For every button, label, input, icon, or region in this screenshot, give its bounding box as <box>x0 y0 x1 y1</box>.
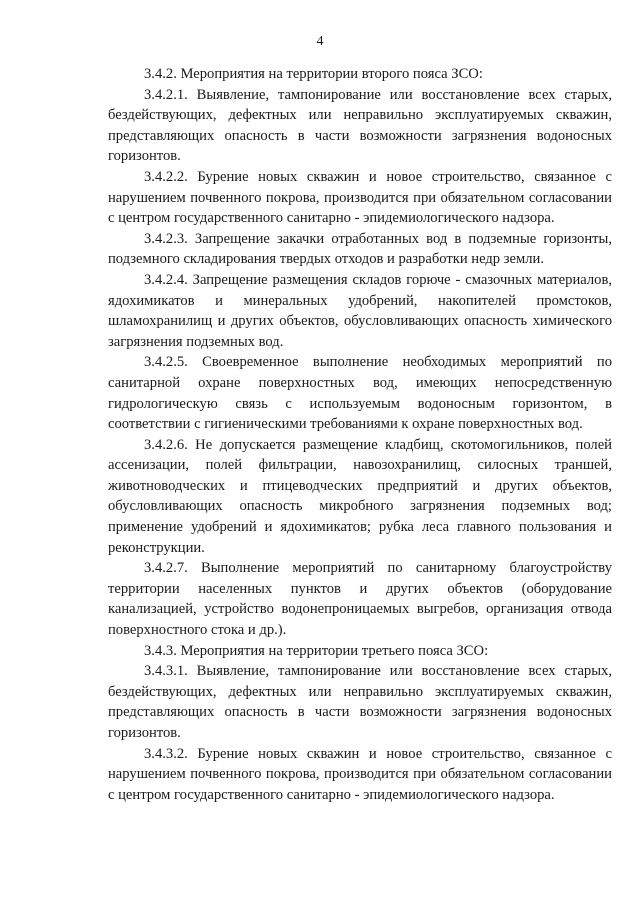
paragraph-3-4-2-4: 3.4.2.4. Запрещение размещения складов горюче - смазочных материалов, ядохимикатов и минеральных удобрений, накопителей промстоков, шламохранилищ и других объектов, обусловливающих опасность химического загрязнения подземных вод. <box>108 271 612 350</box>
paragraph-3-4-2-7: 3.4.2.7. Выполнение мероприятий по санитарному благоустройству территории населенных пунктов и других объектов (оборудование канализацией, устройство водонепроницаемых выгребов, организация отвода поверхностного стока и др.). <box>108 560 612 639</box>
paragraph-3-4-3: 3.4.3. Мероприятия на территории третьего пояса ЗСО: <box>144 642 489 659</box>
paragraph-3-4-2-3: 3.4.2.3. Запрещение закачки отработанных вод в подземные горизонты, подземного складирования твердых отходов и разработки недр земли. <box>108 230 612 268</box>
paragraph-3-4-3-2: 3.4.3.2. Бурение новых скважин и новое строительство, связанное с нарушением почвенного покрова, производится при обязательном согласовании с центром государственного санитарно - эпидемиологического надзора. <box>108 745 612 803</box>
paragraph-3-4-2-1: 3.4.2.1. Выявление, тампонирование или восстановление всех старых, бездействующих, дефектных или неправильно эксплуатируемых скважин, представляющих опасность в части возможности загрязнения водоносных горизонтов. <box>108 86 612 165</box>
paragraph-3-4-2-6: 3.4.2.6. Не допускается размещение кладбищ, скотомогильников, полей ассенизации, полей фильтрации, навозохранилищ, силосных траншей, животноводческих и птицеводческих предприятий и других объектов, обусловливающих опасность микробного загрязнения подземных вод; применение удобрений и ядохимикатов; рубка леса главного пользования и реконструкции. <box>108 436 612 556</box>
paragraph-3-4-2-5: 3.4.2.5. Своевременное выполнение необходимых мероприятий по санитарной охране поверхностных вод, имеющих непосредственную гидрологическую связь с используемым водоносным горизонтом, в соответствии с гигиеническими требованиями к охране поверхностных вод. <box>108 354 612 433</box>
paragraph-3-4-2: 3.4.2. Мероприятия на территории второго пояса ЗСО: <box>144 66 483 82</box>
document-body <box>108 64 612 805</box>
page-number: 4 <box>316 34 324 49</box>
paragraph-3-4-2-2: 3.4.2.2. Бурение новых скважин и новое строительство, связанное с нарушением почвенного покрова, производится при обязательном согласовании с центром государственного санитарно - эпидемиологического надзора. <box>108 168 612 227</box>
paragraph-3-4-3-1: 3.4.3.1. Выявление, тампонирование или восстановление всех старых, бездействующих, дефектных или неправильно эксплуатируемых скважин, представляющих опасность в части возможности загрязнения водоносных горизонтов. <box>108 663 612 741</box>
